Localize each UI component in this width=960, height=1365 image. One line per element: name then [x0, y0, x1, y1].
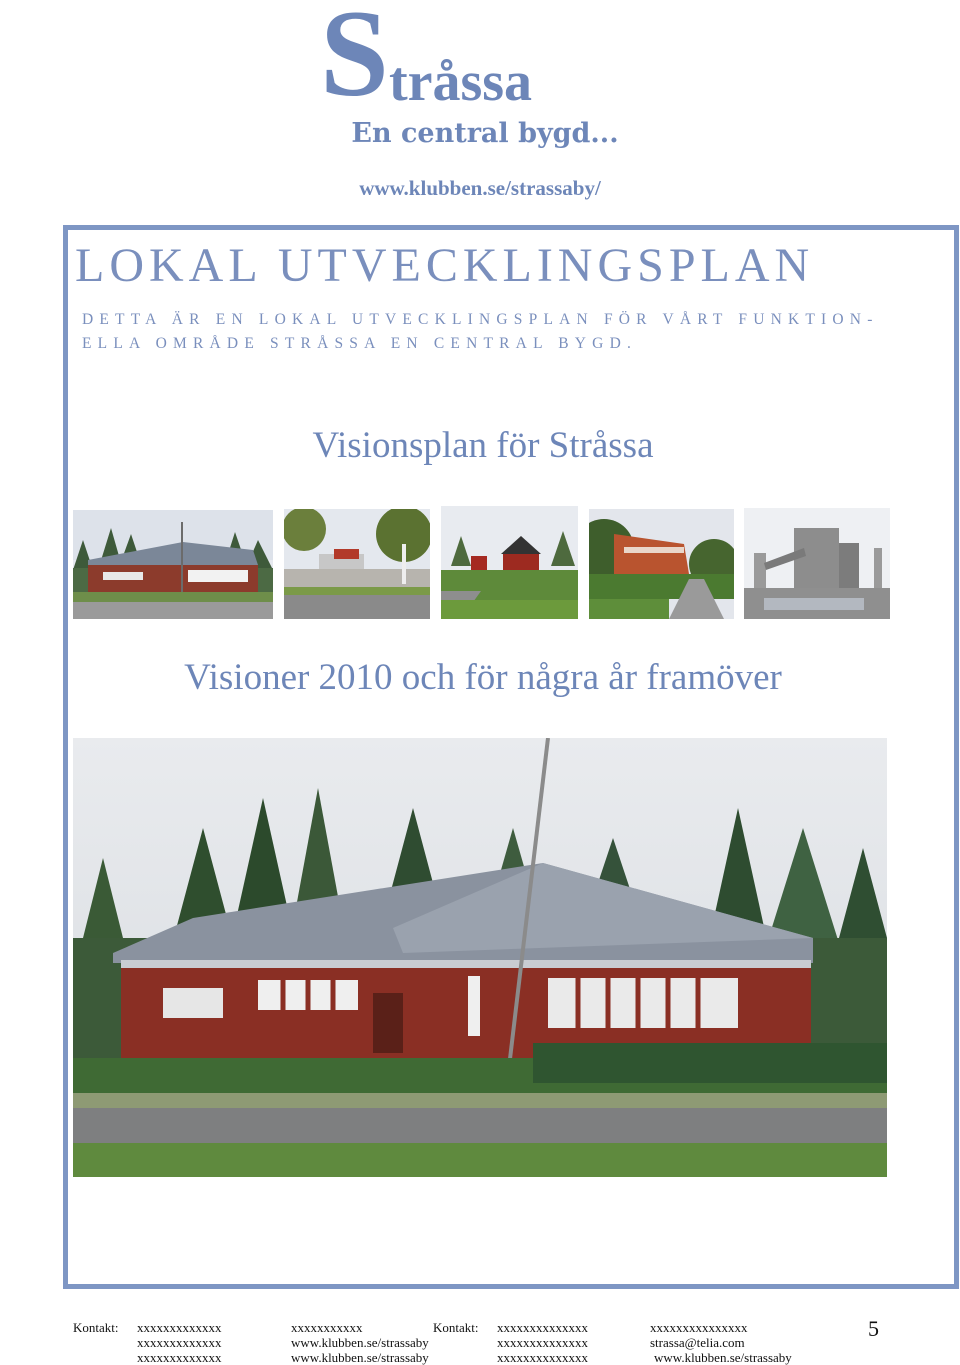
website-link[interactable]: www.klubben.se/strassaby/	[359, 176, 601, 200]
intro-text	[82, 308, 882, 356]
footer-email-link[interactable]: strassa@telia.com	[650, 1335, 745, 1350]
footer-col1-line3: xxxxxxxxxxxxx	[137, 1350, 222, 1365]
footer-col2-line2[interactable]: www.klubben.se/strassaby	[291, 1335, 429, 1350]
footer-col1-line2: xxxxxxxxxxxxx	[137, 1335, 222, 1350]
footer-col3-label: Kontakt:	[433, 1320, 479, 1335]
footer-col4-line3[interactable]: www.klubben.se/strassaby	[654, 1350, 792, 1365]
tagline: En central bygd...	[351, 118, 619, 149]
footer-col2-line1: xxxxxxxxxxx	[291, 1320, 363, 1335]
intro-line-2: ELLA OMRÅDE STRÅSSA EN CENTRAL BYGD.	[82, 335, 638, 352]
photo-sports-hall-small	[73, 510, 273, 619]
photo-village-square	[284, 509, 430, 619]
footer-col4-line1: xxxxxxxxxxxxxxx	[650, 1320, 748, 1335]
photo-industrial-ruins	[744, 508, 890, 619]
heading-visionsplan: Visionsplan för Stråssa	[312, 425, 654, 466]
logo-wordmark	[320, 0, 660, 122]
document-title: LOKAL UTVECKLINGSPLAN	[75, 239, 815, 292]
intro-line-1: DETTA ÄR EN LOKAL UTVECKLINGSPLAN FÖR VÅRT FUNKTION-	[82, 311, 879, 328]
photo-red-houses	[441, 506, 578, 619]
footer-col3-line2: xxxxxxxxxxxxxx	[497, 1335, 588, 1350]
photo-old-mill	[589, 509, 734, 619]
footer-col3-line1: xxxxxxxxxxxxxx	[497, 1320, 588, 1335]
heading-visioner: Visioner 2010 och för några år framöver	[184, 657, 782, 698]
photo-sports-hall-large	[73, 738, 887, 1177]
footer-col1-label: Kontakt:	[73, 1320, 119, 1335]
footer-col3-line3: xxxxxxxxxxxxxx	[497, 1350, 588, 1365]
logo-initial: S	[320, 0, 389, 122]
footer-col2-line3[interactable]: www.klubben.se/strassaby	[291, 1350, 429, 1365]
page-number: 5	[868, 1316, 879, 1341]
logo-rest: tråssa	[388, 51, 533, 113]
footer-col1-line1: xxxxxxxxxxxxx	[137, 1320, 222, 1335]
